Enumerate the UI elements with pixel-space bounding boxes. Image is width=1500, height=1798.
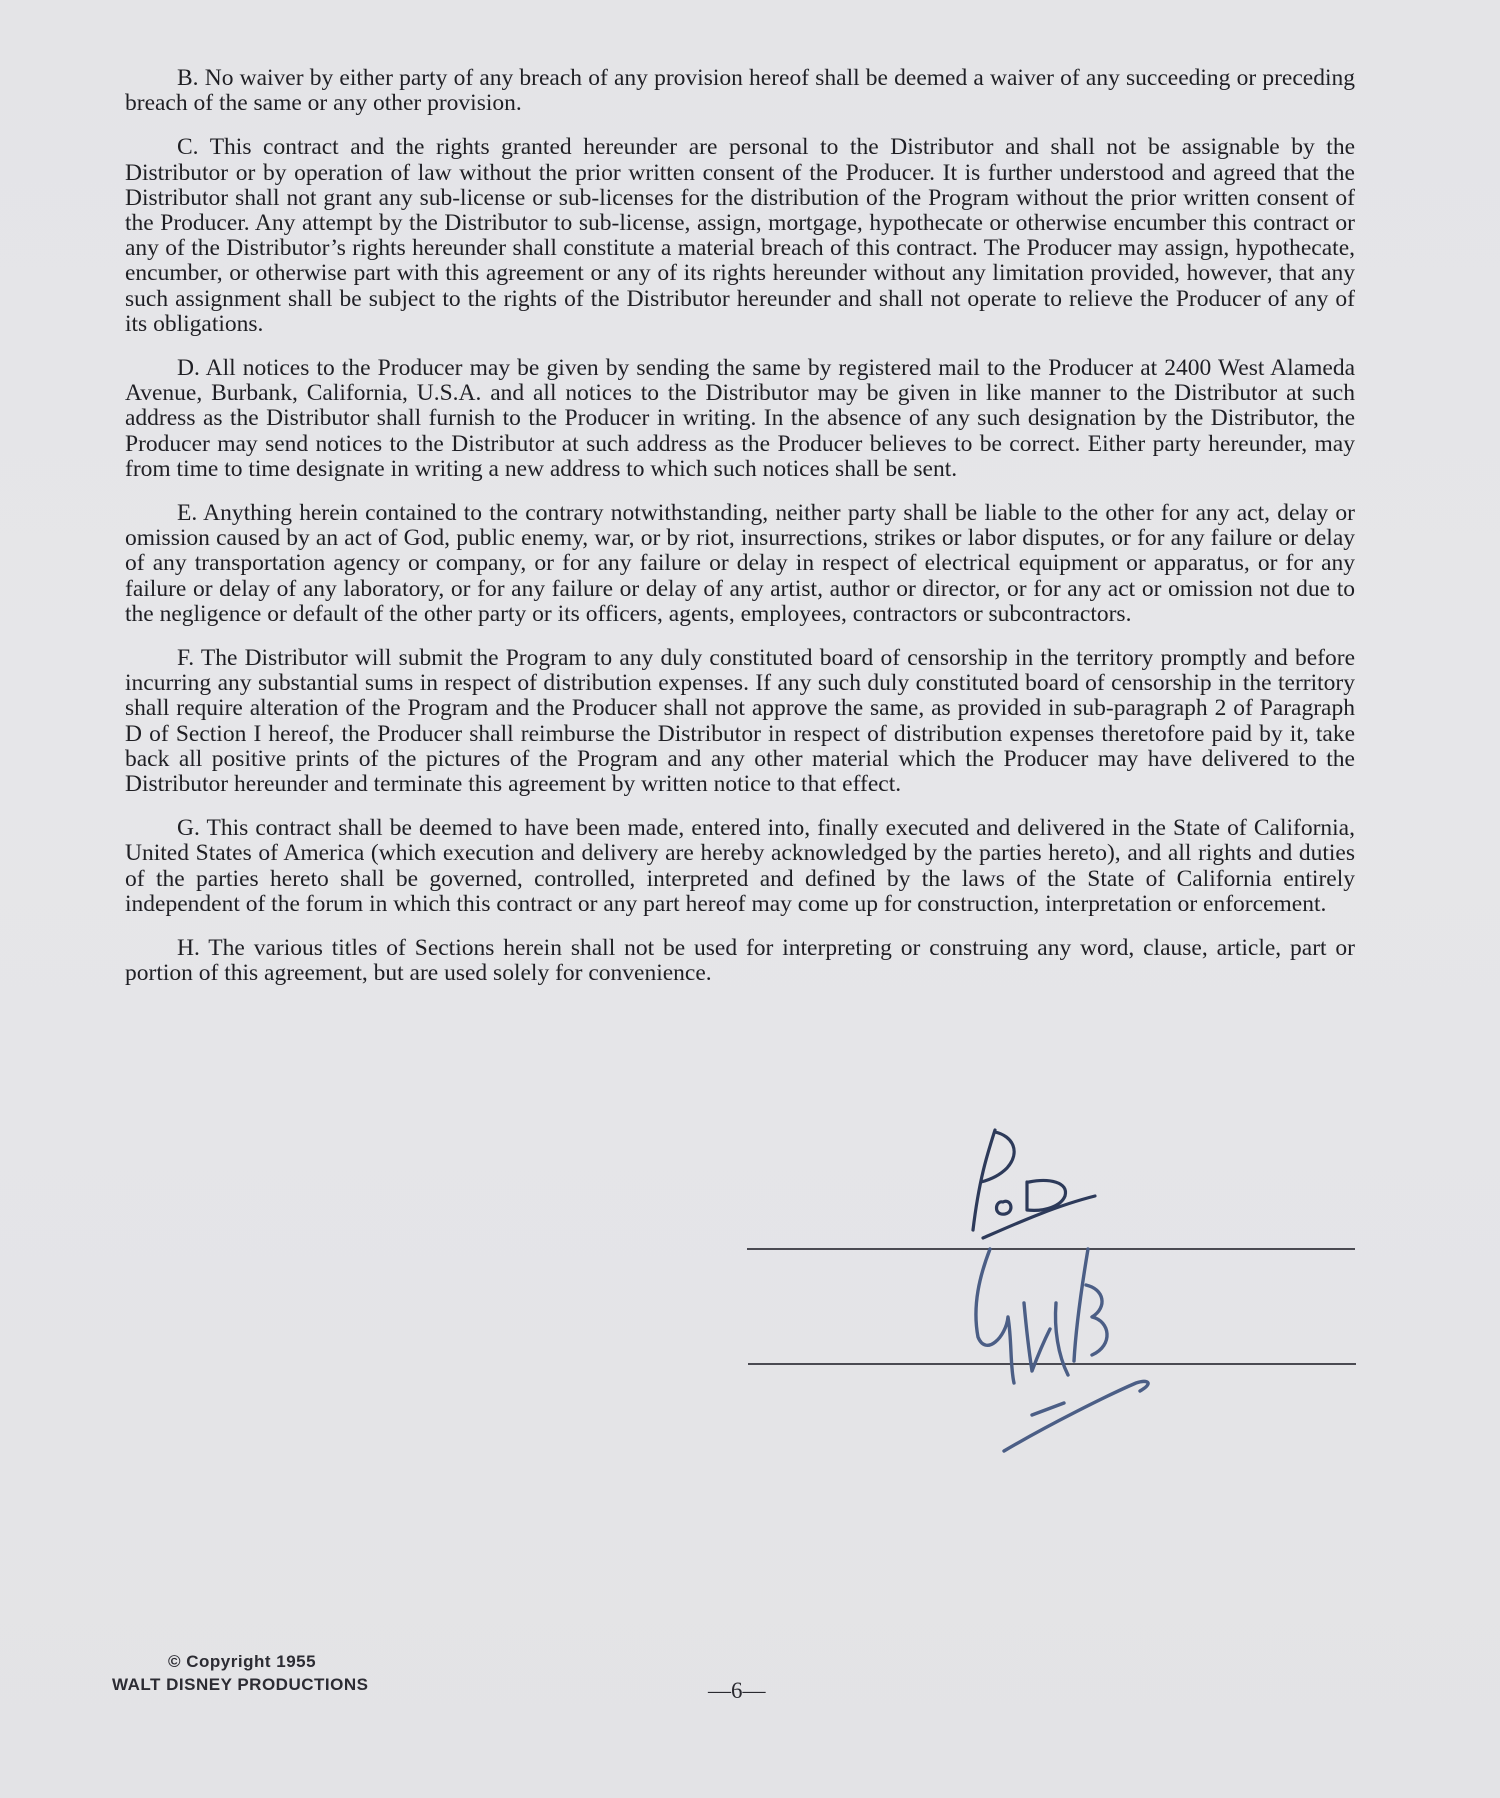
paragraph-f: F. The Distributor will submit the Program to any duly constituted board of censorship in the territory promptly and before incurring any substantial sums in respect of distribution expenses. If any such duly constituted board of censorship in the territory shall require alteration of the Program and the Producer shall not approve the same, as provided in sub-paragraph 2 of Paragraph D of Section I hereof, the Producer shall reimburse the Distributor in respect of distribution expenses theretofore paid by it, take back all positive prints of the pictures of the Program and any other material which the Producer may have delivered to the Distributor hereunder and terminate this agreement by written notice to that effect. xyxy=(125,645,1355,798)
paragraph-c: C. This contract and the rights granted hereunder are personal to the Distributor and shall not be assignable by the Distributor or by operation of law without the prior written consent of the Producer. It is further understood and agreed that the Distributor shall not grant any sub-license or sub-licenses for the distribution of the Program without the prior written consent of the Producer. Any attempt by the Distributor to sub-license, assign, mortgage, hypothecate or otherwise encumber this contract or any of the Distributor’s rights hereunder shall constitute a material breach of this contract. The Producer may assign, hypothecate, encumber, or otherwise part with this agreement or any of its rights hereunder without any limitation provided, however, that any such assignment shall be subject to the rights of the Distributor hereunder and shall not operate to relieve the Producer of any of its obligations. xyxy=(125,134,1355,337)
copyright-notice xyxy=(112,1652,368,1695)
paragraph-d: D. All notices to the Producer may be given by sending the same by registered mail to the Producer at 2400 West Alameda Avenue, Burbank, California, U.S.A. and all notices to the Distributor may be given in like manner to the Distributor at such address as the Distributor shall furnish to the Producer in writing. In the absence of any such designation by the Distributor, the Producer may send notices to the Distributor at such address as the Producer believes to be correct. Either party hereunder, may from time to time designate in writing a new address to which such notices shall be sent. xyxy=(125,355,1355,482)
paragraph-h: H. The various titles of Sections herein shall not be used for interpreting or construing any word, clause, article, part or portion of this agreement, but are used solely for convenience. xyxy=(125,935,1355,987)
paragraph-e: E. Anything herein contained to the contrary notwithstanding, neither party shall be liable to the other for any act, delay or omission caused by an act of God, public enemy, war, or by riot, insurrections, strikes or labor disputes, or for any failure or delay of any transportation agency or company, or for any failure or delay in respect of electrical equipment or apparatus, or for any failure or delay of any laboratory, or for any failure or delay of any artist, author or director, or for any act or omission not due to the negligence or default of the other party or its officers, agents, employees, contractors or subcontractors. xyxy=(125,500,1355,627)
page-number: —6— xyxy=(708,1678,766,1703)
signature-block xyxy=(740,1120,1360,1460)
contract-body xyxy=(125,66,1355,1006)
copyright-year: © Copyright 1955 xyxy=(168,1652,317,1671)
company-name: WALT DISNEY PRODUCTIONS xyxy=(112,1675,369,1694)
paragraph-b: B. No waiver by either party of any breach of any provision hereof shall be deemed a waiver of any succeeding or preceding breach of the same or any other provision. xyxy=(125,65,1355,117)
signature-2 xyxy=(968,1245,1228,1460)
paragraph-g: G. This contract shall be deemed to have been made, entered into, finally executed and delivered in the State of California, United States of America (which execution and delivery are hereby acknowledged by the parties hereto), and all rights and duties of the parties hereto shall be governed, controlled, interpreted and defined by the laws of the State of California entirely independent of the forum in which this contract or any part hereof may come up for construction, interpretation or enforcement. xyxy=(125,815,1355,917)
signature-1 xyxy=(965,1120,1145,1240)
